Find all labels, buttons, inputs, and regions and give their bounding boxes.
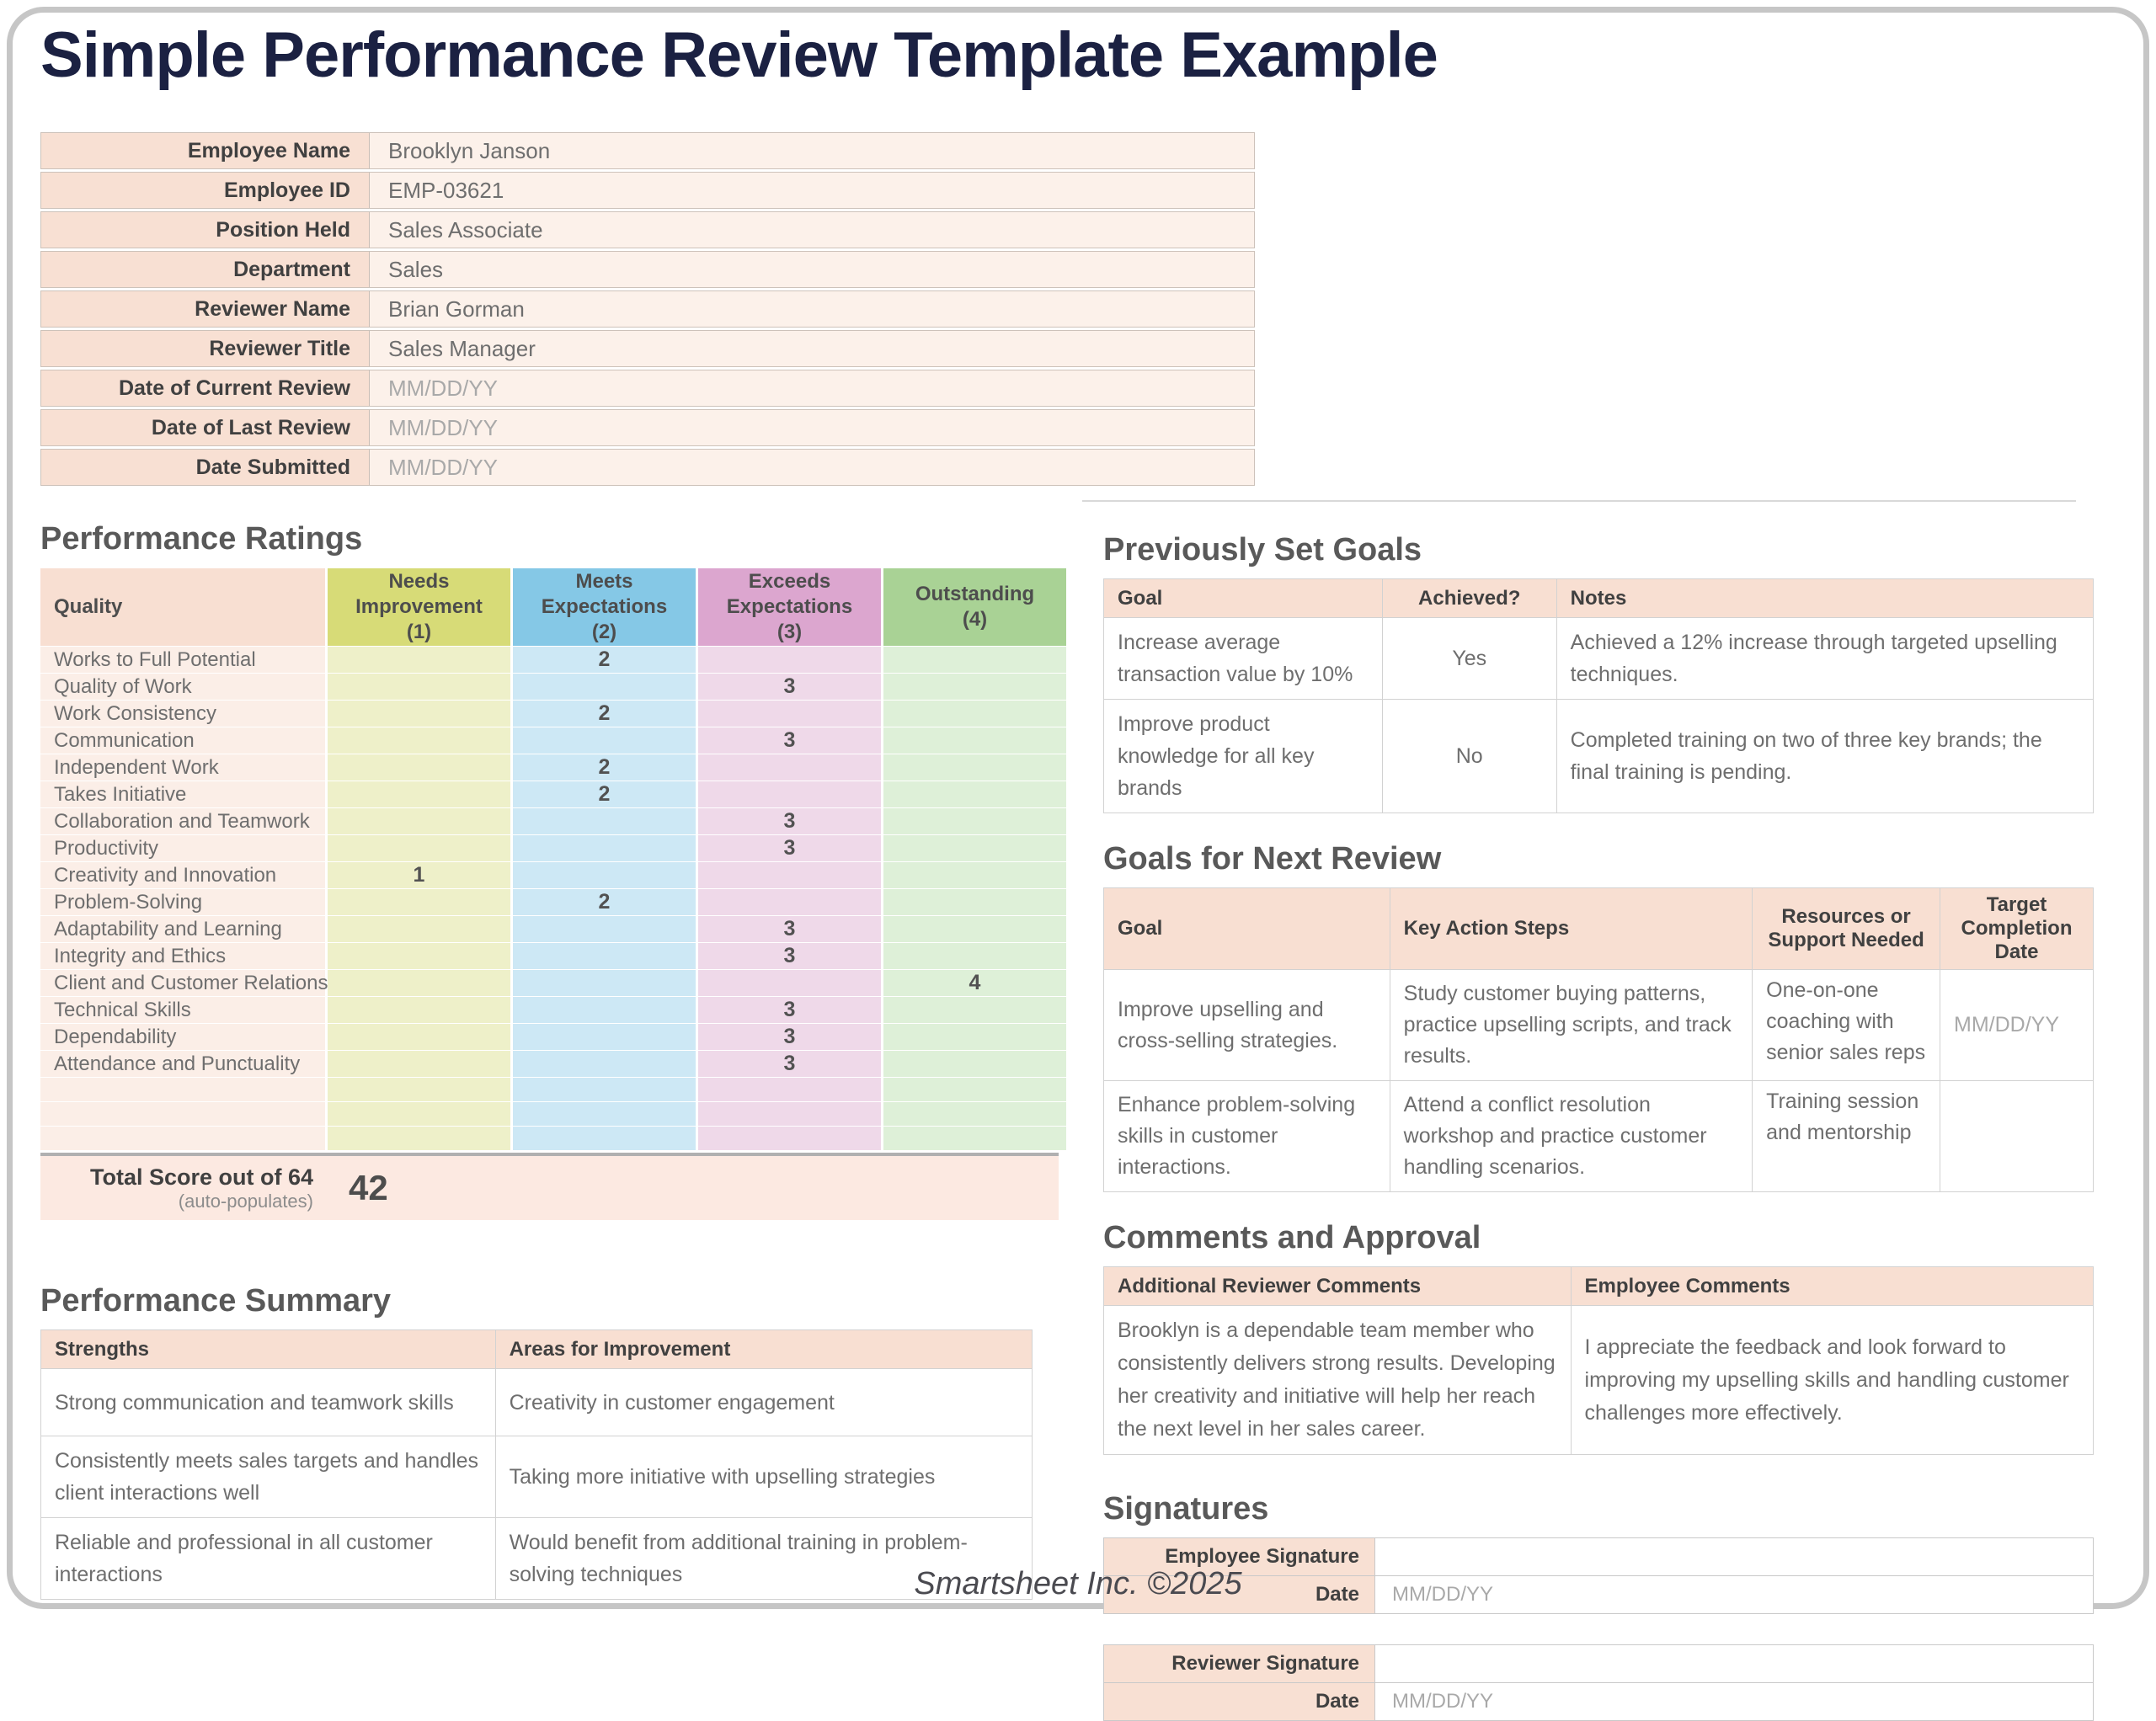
rating-cell-outstanding[interactable] (883, 727, 1066, 754)
rating-quality-cell: Quality of Work (40, 674, 325, 700)
rating-row (40, 916, 1066, 942)
summary-col-areas: Areas for Improvement (495, 1330, 1032, 1369)
psg-notes-cell[interactable]: Completed training on two of three key brands; the final training is pending. (1556, 700, 2093, 813)
comments-approval-heading: Comments and Approval (1103, 1220, 1481, 1255)
rating-row (40, 754, 1066, 781)
col-label: Exceeds Expectations (726, 570, 853, 618)
rating-quality-cell: Productivity (40, 835, 325, 861)
reviewer-signature-field[interactable] (1375, 1645, 2094, 1683)
employee-info-label: Department (41, 252, 370, 287)
rating-cell-meets-expectations[interactable]: 2 (513, 754, 696, 781)
employee-comments-cell[interactable]: I appreciate the feedback and look forward to improving my upselling skills and handling customer challenges more effectively. (1571, 1306, 2093, 1455)
goals-next-review-table (1103, 887, 2094, 1192)
signature-gap (1103, 1614, 2094, 1634)
rating-quality-cell: Client and Customer Relations (40, 970, 325, 996)
employee-info-label: Date Submitted (41, 450, 370, 485)
rating-quality-cell: Creativity and Innovation (40, 862, 325, 888)
summary-col-strengths: Strengths (41, 1330, 496, 1369)
rating-quality-cell (40, 1127, 325, 1150)
rating-cell-outstanding[interactable] (883, 997, 1066, 1023)
col-label: Meets Expectations (541, 570, 668, 618)
gnr-col-resources (1753, 888, 1940, 970)
psg-col-achieved: Achieved? (1382, 579, 1556, 618)
reviewer-comments-cell[interactable]: Brooklyn is a dependable team member who consistently delivers strong results. Developing her creativity and initiative will help her reach the next level in her sales career. (1104, 1306, 1572, 1455)
psg-goal-cell[interactable]: Increase average transaction value by 10% (1104, 618, 1383, 700)
rating-cell-needs-improvement[interactable] (328, 808, 510, 834)
rating-row (40, 835, 1066, 861)
col-label: Resources or (1781, 905, 1911, 928)
rating-row (40, 1078, 1066, 1101)
summary-strength-cell[interactable]: Reliable and professional in all customer interactions (41, 1518, 496, 1600)
rating-cell-outstanding[interactable] (883, 1127, 1066, 1150)
rating-cell-outstanding[interactable] (883, 781, 1066, 807)
psg-goal-cell[interactable]: Improve product knowledge for all key brands (1104, 700, 1383, 813)
rating-cell-needs-improvement[interactable] (328, 1078, 510, 1101)
col-sub: (2) (591, 621, 617, 643)
rating-cell-exceeds-expectations[interactable] (698, 754, 881, 781)
employee-info-label: Reviewer Name (41, 291, 370, 327)
rating-cell-exceeds-expectations[interactable] (698, 889, 881, 915)
gnr-date-cell[interactable]: MM/DD/YY (1940, 970, 2094, 1081)
employee-info-value[interactable]: MM/DD/YY (388, 414, 498, 440)
reviewer-signature-label: Reviewer Signature (1104, 1645, 1375, 1683)
total-score-row (40, 1153, 1059, 1220)
employee-date-field[interactable]: MM/DD/YY (1375, 1576, 2094, 1614)
rating-cell-exceeds-expectations[interactable] (698, 1102, 881, 1126)
rating-row (40, 997, 1066, 1023)
ratings-col-needs-improvement (328, 568, 510, 646)
employee-info-value[interactable]: MM/DD/YY (388, 375, 498, 401)
rating-cell-exceeds-expectations[interactable]: 3 (698, 835, 881, 861)
rating-row (40, 647, 1066, 673)
rating-cell-exceeds-expectations[interactable]: 3 (698, 943, 881, 969)
summary-area-cell[interactable]: Would benefit from additional training in problem-solving techniques (495, 1518, 1032, 1600)
rating-cell-exceeds-expectations[interactable]: 3 (698, 674, 881, 700)
total-score-value: 42 (349, 1168, 388, 1207)
comments-approval-table (1103, 1266, 2094, 1455)
employee-info-label: Employee Name (41, 133, 370, 168)
gnr-col-target-date (1940, 888, 2094, 970)
ratings-col-meets-expectations (513, 568, 696, 646)
caa-col-reviewer-comments: Additional Reviewer Comments (1104, 1267, 1572, 1306)
summary-header-row (41, 1330, 1033, 1369)
gnr-row (1104, 1081, 2094, 1192)
rating-row (40, 674, 1066, 700)
rating-quality-cell: Integrity and Ethics (40, 943, 325, 969)
summary-area-cell[interactable]: Creativity in customer engagement (495, 1369, 1032, 1436)
employee-info-row (40, 132, 1255, 169)
rating-row (40, 1051, 1066, 1077)
rating-cell-outstanding[interactable] (883, 862, 1066, 888)
col-label: Needs Improvement (355, 570, 483, 618)
rating-cell-meets-expectations[interactable] (513, 916, 696, 942)
rating-cell-needs-improvement[interactable] (328, 943, 510, 969)
ratings-col-outstanding (883, 568, 1066, 646)
employee-info-row (40, 330, 1255, 367)
caa-header-row (1104, 1267, 2094, 1306)
rating-cell-meets-expectations[interactable] (513, 997, 696, 1023)
ratings-col-quality: Quality (40, 568, 325, 646)
summary-row (41, 1369, 1033, 1436)
rating-row (40, 1127, 1066, 1150)
psg-row (1104, 700, 2094, 813)
employee-info-row (40, 211, 1255, 248)
rating-cell-needs-improvement[interactable] (328, 1024, 510, 1050)
rating-cell-exceeds-expectations[interactable] (698, 701, 881, 727)
rating-quality-cell: Dependability (40, 1024, 325, 1050)
rating-cell-meets-expectations[interactable] (513, 970, 696, 996)
rating-quality-cell: Collaboration and Teamwork (40, 808, 325, 834)
gnr-col-steps: Key Action Steps (1390, 888, 1752, 970)
employee-info-row (40, 370, 1255, 407)
rating-row (40, 889, 1066, 915)
reviewer-date-field[interactable]: MM/DD/YY (1375, 1683, 2094, 1721)
rating-cell-needs-improvement[interactable] (328, 674, 510, 700)
rating-cell-meets-expectations[interactable]: 2 (513, 701, 696, 727)
rating-quality-cell: Adaptability and Learning (40, 916, 325, 942)
rating-cell-outstanding[interactable] (883, 647, 1066, 673)
gnr-steps-cell[interactable]: Study customer buying patterns, practice upselling scripts, and track results. (1390, 970, 1752, 1081)
rating-cell-exceeds-expectations[interactable]: 3 (698, 1024, 881, 1050)
reviewer-signature-table (1103, 1644, 2094, 1721)
rating-cell-needs-improvement[interactable] (328, 970, 510, 996)
employee-info-label: Employee ID (41, 173, 370, 208)
col-sub: (1) (406, 621, 432, 643)
gnr-header-row (1104, 888, 2094, 970)
rating-cell-outstanding[interactable] (883, 916, 1066, 942)
rating-cell-needs-improvement[interactable] (328, 1051, 510, 1077)
rating-cell-needs-improvement[interactable] (328, 754, 510, 781)
employee-info-label: Position Held (41, 212, 370, 248)
ratings-col-exceeds-expectations (698, 568, 881, 646)
rating-quality-cell (40, 1078, 325, 1101)
rating-cell-meets-expectations[interactable] (513, 727, 696, 754)
rating-cell-exceeds-expectations[interactable]: 3 (698, 1051, 881, 1077)
caa-row (1104, 1306, 2094, 1455)
left-column (40, 520, 1059, 1600)
gnr-resources-cell[interactable]: Training session and mentorship (1753, 1081, 1940, 1192)
rating-cell-exceeds-expectations[interactable]: 3 (698, 727, 881, 754)
rating-cell-needs-improvement[interactable] (328, 1127, 510, 1150)
rating-row (40, 781, 1066, 807)
signatures-heading: Signatures (1103, 1491, 1269, 1527)
rating-quality-cell: Work Consistency (40, 701, 325, 727)
rating-cell-meets-expectations[interactable] (513, 1102, 696, 1126)
rating-cell-meets-expectations[interactable] (513, 1051, 696, 1077)
rating-cell-outstanding[interactable] (883, 943, 1066, 969)
gnr-col-goal: Goal (1104, 888, 1390, 970)
rating-cell-exceeds-expectations[interactable]: 3 (698, 997, 881, 1023)
psg-achieved-cell[interactable]: No (1382, 700, 1556, 813)
rating-cell-outstanding[interactable] (883, 1024, 1066, 1050)
rating-cell-exceeds-expectations[interactable] (698, 862, 881, 888)
rating-cell-outstanding[interactable] (883, 889, 1066, 915)
rating-quality-cell: Attendance and Punctuality (40, 1051, 325, 1077)
rating-cell-needs-improvement[interactable] (328, 647, 510, 673)
rating-quality-cell (40, 1102, 325, 1126)
total-score-label: Total Score out of 64 (89, 1164, 313, 1190)
employee-info-label: Date of Current Review (41, 370, 370, 406)
gnr-date-cell[interactable] (1940, 1081, 2094, 1192)
rating-cell-needs-improvement[interactable] (328, 997, 510, 1023)
total-score-sublabel: (auto-populates) (178, 1191, 313, 1212)
rating-cell-meets-expectations[interactable] (513, 1127, 696, 1150)
psg-achieved-cell[interactable]: Yes (1382, 618, 1556, 700)
employee-info-row (40, 172, 1255, 209)
previously-set-goals-table (1103, 578, 2094, 813)
performance-ratings-heading: Performance Ratings (40, 521, 363, 557)
rating-cell-needs-improvement[interactable] (328, 781, 510, 807)
gnr-resources-cell[interactable]: One-on-one coaching with senior sales reps (1753, 970, 1940, 1081)
rating-row (40, 701, 1066, 727)
rating-cell-meets-expectations[interactable] (513, 862, 696, 888)
rating-cell-meets-expectations[interactable] (513, 835, 696, 861)
summary-area-cell[interactable]: Taking more initiative with upselling strategies (495, 1436, 1032, 1518)
rating-cell-needs-improvement[interactable] (328, 889, 510, 915)
page-title: Simple Performance Review Template Example (40, 19, 1438, 91)
rating-cell-exceeds-expectations[interactable] (698, 970, 881, 996)
col-sub: (4) (962, 608, 988, 631)
total-score-label-wrap (40, 1156, 325, 1220)
rating-cell-outstanding[interactable] (883, 808, 1066, 834)
reviewer-date-label: Date (1104, 1683, 1375, 1721)
rating-cell-needs-improvement[interactable] (328, 835, 510, 861)
goals-next-review-heading: Goals for Next Review (1103, 841, 1442, 876)
summary-strength-cell[interactable]: Consistently meets sales targets and handles client interactions well (41, 1436, 496, 1518)
employee-date-label: Date (1104, 1576, 1375, 1614)
employee-info-table (40, 132, 1255, 488)
rating-cell-needs-improvement[interactable] (328, 916, 510, 942)
ratings-header-row (40, 568, 1066, 646)
col-sub: Date (1994, 940, 2039, 963)
rating-row (40, 808, 1066, 834)
rating-row (40, 970, 1066, 996)
performance-summary-heading: Performance Summary (40, 1283, 392, 1319)
rating-row (40, 862, 1066, 888)
rating-cell-needs-improvement[interactable] (328, 701, 510, 727)
gnr-row (1104, 970, 2094, 1081)
rating-cell-meets-expectations[interactable] (513, 943, 696, 969)
rating-quality-cell: Independent Work (40, 754, 325, 781)
employee-info-value[interactable]: Brian Gorman (388, 296, 525, 322)
employee-info-value[interactable]: Sales Associate (388, 216, 543, 242)
rating-cell-needs-improvement[interactable]: 1 (328, 862, 510, 888)
gnr-steps-cell[interactable]: Attend a conflict resolution workshop and practice customer handling scenarios. (1390, 1081, 1752, 1192)
employee-info-label: Date of Last Review (41, 410, 370, 445)
caa-col-employee-comments: Employee Comments (1571, 1267, 2093, 1306)
rating-cell-meets-expectations[interactable]: 2 (513, 647, 696, 673)
psg-col-goal: Goal (1104, 579, 1383, 618)
rating-cell-meets-expectations[interactable]: 2 (513, 781, 696, 807)
rating-cell-meets-expectations[interactable] (513, 808, 696, 834)
psg-col-notes: Notes (1556, 579, 2093, 618)
employee-info-row (40, 449, 1255, 486)
rating-cell-outstanding[interactable] (883, 754, 1066, 781)
gnr-goal-cell[interactable]: Improve upselling and cross-selling strategies. (1104, 970, 1390, 1081)
rating-cell-outstanding[interactable] (883, 674, 1066, 700)
col-sub: (3) (776, 621, 803, 643)
rating-quality-cell: Problem-Solving (40, 889, 325, 915)
employee-info-row (40, 290, 1255, 328)
rating-cell-meets-expectations[interactable]: 2 (513, 889, 696, 915)
right-column (1103, 493, 2094, 1721)
employee-info-value[interactable]: EMP-03621 (388, 177, 504, 203)
rating-cell-meets-expectations[interactable] (513, 674, 696, 700)
employee-info-value[interactable]: Sales (388, 256, 444, 282)
employee-signature-label: Employee Signature (1104, 1538, 1375, 1576)
rating-cell-outstanding[interactable] (883, 1102, 1066, 1126)
psg-notes-cell[interactable]: Achieved a 12% increase through targeted upselling techniques. (1556, 618, 2093, 700)
employee-info-row (40, 409, 1255, 446)
rating-quality-cell: Technical Skills (40, 997, 325, 1023)
rating-cell-exceeds-expectations[interactable] (698, 1127, 881, 1150)
rating-row (40, 1102, 1066, 1126)
rating-row (40, 1024, 1066, 1050)
rating-row (40, 943, 1066, 969)
rating-cell-exceeds-expectations[interactable]: 3 (698, 916, 881, 942)
rating-cell-outstanding[interactable] (883, 1078, 1066, 1101)
col-label: Target Completion (1961, 893, 2073, 940)
psg-header-row (1104, 579, 2094, 618)
rating-quality-cell: Takes Initiative (40, 781, 325, 807)
rating-cell-needs-improvement[interactable] (328, 727, 510, 754)
rating-cell-meets-expectations[interactable] (513, 1078, 696, 1101)
rating-cell-meets-expectations[interactable] (513, 1024, 696, 1050)
rating-cell-exceeds-expectations[interactable] (698, 1078, 881, 1101)
rating-cell-exceeds-expectations[interactable] (698, 647, 881, 673)
performance-ratings-table (38, 567, 1069, 1151)
rating-cell-outstanding[interactable] (883, 835, 1066, 861)
reviewer-signature-row (1104, 1645, 2094, 1683)
employee-info-value[interactable]: Sales Manager (388, 335, 536, 361)
col-label: Outstanding (915, 583, 1035, 605)
rating-cell-outstanding[interactable]: 4 (883, 970, 1066, 996)
rating-cell-needs-improvement[interactable] (328, 1102, 510, 1126)
summary-row (41, 1436, 1033, 1518)
employee-info-row (40, 251, 1255, 288)
rating-cell-outstanding[interactable] (883, 701, 1066, 727)
psg-row (1104, 618, 2094, 700)
employee-info-value[interactable]: Brooklyn Janson (388, 137, 551, 163)
rating-cell-exceeds-expectations[interactable] (698, 781, 881, 807)
employee-info-value[interactable]: MM/DD/YY (388, 454, 498, 480)
rating-cell-exceeds-expectations[interactable]: 3 (698, 808, 881, 834)
footer-copyright: Smartsheet Inc. ©2025 (914, 1566, 1242, 1601)
employee-info-label: Reviewer Title (41, 331, 370, 366)
rating-quality-cell: Communication (40, 727, 325, 754)
rating-quality-cell: Works to Full Potential (40, 647, 325, 673)
col-sub: Support Needed (1768, 929, 1924, 951)
previously-set-goals-heading: Previously Set Goals (1103, 532, 1422, 567)
rating-cell-outstanding[interactable] (883, 1051, 1066, 1077)
rating-row (40, 727, 1066, 754)
gnr-goal-cell[interactable]: Enhance problem-solving skills in customer interactions. (1104, 1081, 1390, 1192)
summary-strength-cell[interactable]: Strong communication and teamwork skills (41, 1369, 496, 1436)
performance-summary-table (40, 1329, 1033, 1600)
reviewer-signature-date-row (1104, 1683, 2094, 1721)
